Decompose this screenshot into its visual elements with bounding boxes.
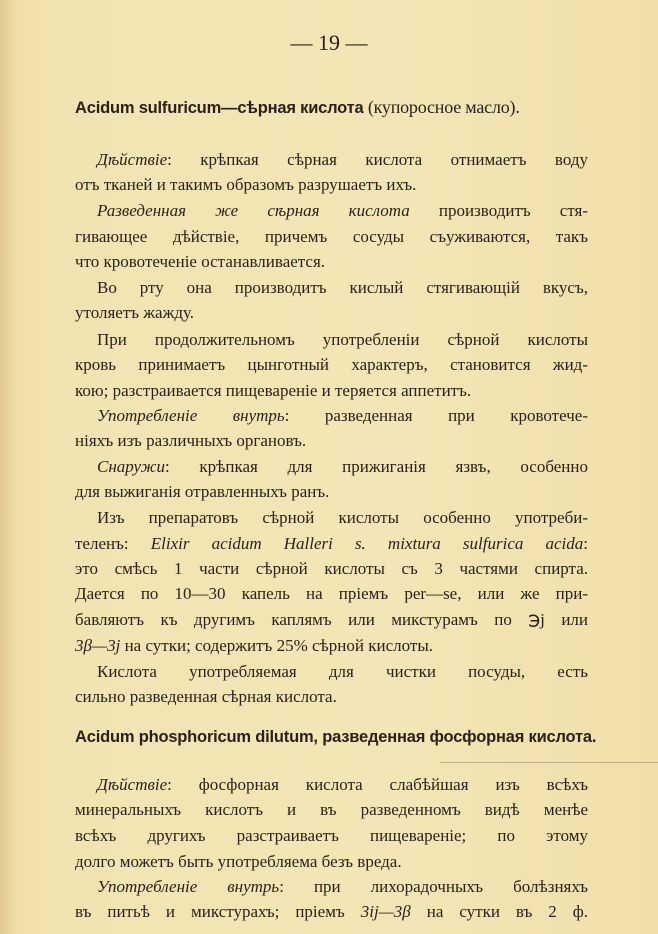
text-line [75,175,588,195]
text-line [75,406,588,426]
text-line [75,662,588,682]
text-line [75,227,588,247]
text-segment: : разведенная при кровотече- [284,406,588,425]
text-line [75,278,588,298]
text-segment: для выжиганія отравленныхъ ранъ. [75,482,330,501]
text-line [75,252,588,272]
text-segment: : фосфорная кислота слабѣйшая изъ всѣхъ [167,775,588,794]
text-segment: кою; разстраивается пищевареніе и теряется аппетитъ. [75,381,472,400]
text-segment: на сутки; содержитъ 25% сѣрной кислоты. [120,636,433,655]
text-segment: гивающее дѣйствіе, причемъ сосуды съуживаются, такъ [75,227,588,246]
text-line [75,303,588,323]
text-segment: долго можетъ быть употребляема безъ вреда. [75,852,402,871]
italic-term: Употребленіе внутрь [97,877,280,896]
text-line [75,902,588,922]
text-segment: кровь принимаетъ цынготный характеръ, становится жид- [75,355,588,374]
text-segment: Кислота употребляемая для чистки посуды, есть [97,662,588,681]
italic-term: Elixir acidum Halleri s. mixtura sulfurica acida [150,534,584,553]
text-line [75,877,588,897]
text-segment: минеральныхъ кислотъ и въ разведенномъ видѣ менѣе [75,800,588,819]
italic-term: Дѣйствіе [97,150,168,169]
divider [440,762,658,763]
text-line [75,508,588,528]
text-segment: сильно разведенная сѣрная кислота. [75,687,337,706]
text-segment: ніяхъ изъ различныхъ органовъ. [75,431,307,450]
text-line [75,559,588,579]
italic-term: Снаружи [97,457,165,476]
text-segment: на сутки въ 2 ф. [410,902,588,921]
text-segment: Изъ препаратовъ сѣрной кислоты особенно употреби- [97,508,588,527]
italic-term: 3β—3j [75,636,121,655]
heading-light: (купоросное масло). [363,97,520,117]
text-segment: въ питьѣ и микстурахъ; пріемъ [75,902,361,921]
italic-term: 3ij—3β [360,902,411,921]
text-segment: : [583,534,588,553]
text-segment: теленъ: [75,534,151,553]
text-line [75,482,588,502]
italic-term: Разведенная же сѣрная кислота [97,201,410,220]
text-line [75,355,588,375]
text-line [75,775,588,795]
text-segment: что кровотеченіе останавливается. [75,252,326,271]
text-line [75,534,588,554]
text-line [75,636,588,656]
text-line [75,381,588,401]
italic-term: Употребленіе внутрь [97,406,285,425]
text-line [75,150,588,170]
text-segment: : крѣпкая для прижиганія язвъ, особенно [164,457,588,476]
heading-bold: Acidum phosphoricum dilutum, разведенная фосфорная кислота. [75,728,597,746]
text-line [75,457,588,477]
text-segment: Дается по 10—30 капель на пріемъ per—se, или же при- [75,584,588,603]
section-heading-sulfuric [75,97,590,118]
text-line [75,687,588,707]
italic-term: Дѣйствіе [97,775,168,794]
text-line [75,800,588,820]
text-segment: бавляютъ къ другимъ каплямъ или микстурамъ по ℈j или [75,610,588,629]
text-segment: : при лихорадочныхъ болѣзняхъ [279,877,589,896]
text-line [75,431,588,451]
text-line [75,610,588,630]
text-line [75,584,588,604]
text-segment: всѣхъ другихъ разстраиваетъ пищевареніе; по этому [75,826,588,845]
text-segment: отъ тканей и такимъ образомъ разрушаетъ ихъ. [75,175,417,194]
page-number: — 19 — [290,30,368,55]
text-segment: это смѣсь 1 части сѣрной кислоты съ 3 частями спирта. [75,559,588,578]
text-segment: : крѣпкая сѣрная кислота отнимаетъ воду [167,150,588,169]
text-line [75,826,588,846]
heading-bold: Acidum sulfuricum—сѣрная кислота [75,99,364,117]
section-heading-phosphoric [75,728,597,747]
text-line [75,852,588,872]
text-segment: утоляетъ жажду. [75,303,195,322]
text-segment: Во рту она производитъ кислый стягивающій вкусъ, [97,278,588,297]
text-line [75,330,588,350]
text-segment: При продолжительномъ употребленіи сѣрной кислоты [97,330,588,349]
text-line [75,201,588,221]
text-segment: производитъ стя- [409,201,589,220]
